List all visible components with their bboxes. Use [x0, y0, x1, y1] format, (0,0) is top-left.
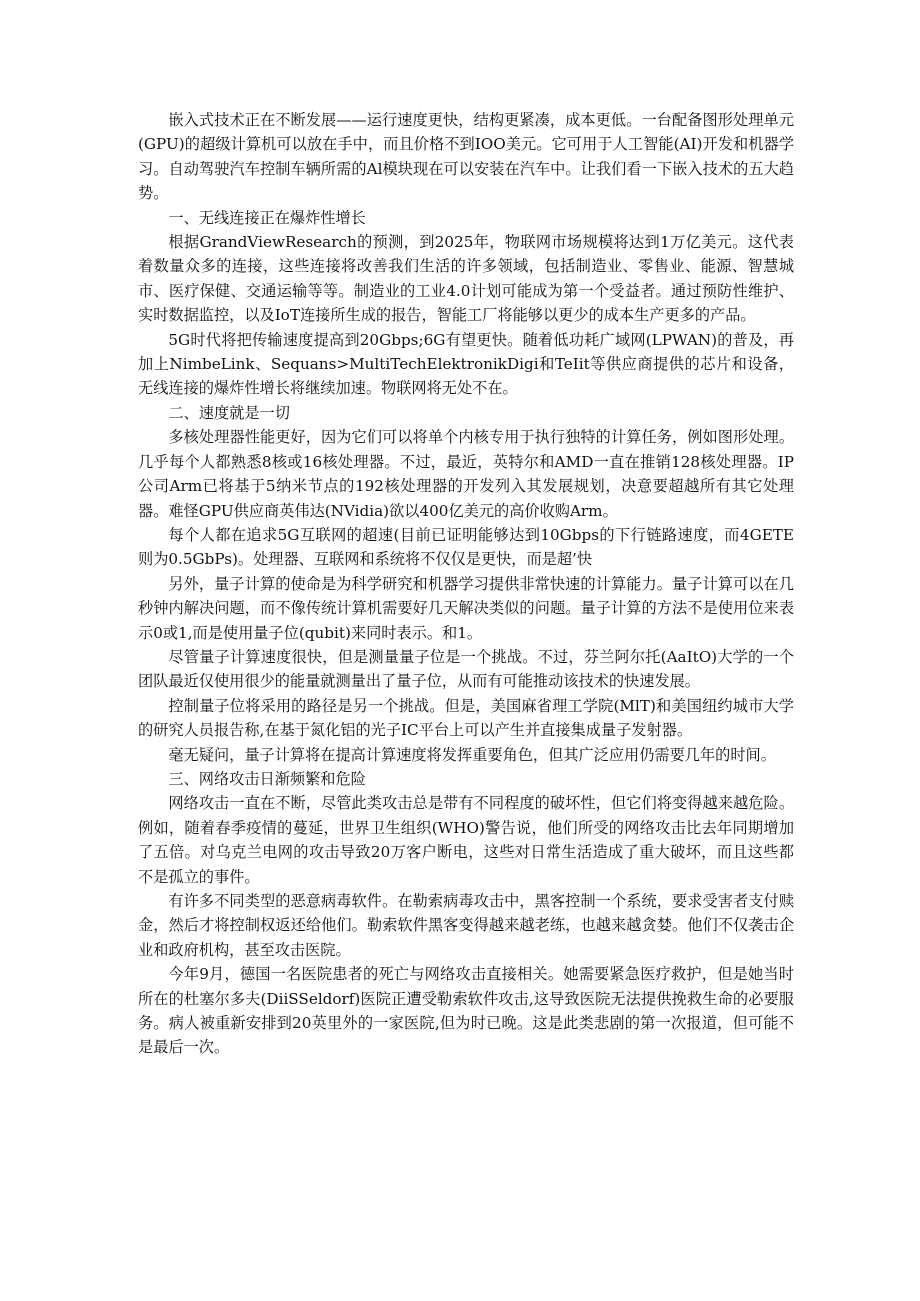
paragraph: 控制量子位将采用的路径是另一个挑战。但是，美国麻省理工学院(MlT)和美国纽约城市大学的研究人员报告称,在基于氮化铝的光子IC平台上可以产生并直接集成量子发射器。 — [138, 696, 794, 740]
paragraph: 5G时代将把传输速度提高到20Gbps;6G有望更快。随着低功耗广域网(LPWAN)的普及，再加上NimbeLink、Sequans>MultiTechElektronikDigi和TeIit等供应商提供的芯片和设备，无线连接的爆炸性增长将继续加速。物联网将无处不在。 — [138, 330, 794, 398]
paragraph: 有许多不同类型的恶意病毒软件。在勒索病毒攻击中，黑客控制一个系统，要求受害者支付赎金，然后才将控制权返还给他们。勒索软件黑客变得越来越老练，也越来越贪婪。他们不仅袭击企业和政府机构，甚至攻击医院。 — [138, 892, 794, 959]
document-body — [138, 108, 794, 1060]
paragraph: 毫无疑问，量子计算将在提高计算速度将发挥重要角色，但其广泛应用仍需要几年的时间。 — [168, 745, 776, 764]
intro-paragraph: 嵌入式技术正在不断发展——运行速度更快，结构更紧凑，成本更低。一台配备图形处理单元(GPU)的超级计算机可以放在手中，而且价格不到IOO美元。它可用于人工智能(AI)开发和机器学习。自动驾驶汽车控制车辆所需的Al模块现在可以安装在汽车中。让我们看一下嵌入技术的五大趋势。 — [138, 111, 794, 203]
section-heading-1: 一、无线连接正在爆炸性增长 — [168, 208, 366, 227]
paragraph: 网络攻击一直在不断，尽管此类攻击总是带有不同程度的破坏性，但它们将变得越来越危险。例如，随着春季疫情的蔓延，世界卫生组织(WHO)警告说，他们所受的网络攻击比去年同期增加了五倍。对乌克兰电网的攻击导致20万客户断电，这些对日常生活造成了重大破坏，而且这些都不是孤立的事件。 — [138, 794, 794, 886]
paragraph: 根据GrandViewResearch的预测，到2025年，物联网市场规模将达到1万亿美元。这代表着数量众多的连接，这些连接将改善我们生活的许多领域，包括制造业、零售业、能源、智慧城市、医疗保健、交通运输等等。制造业的工业4.0计划可能成为第一个受益者。通过预防性维护、实时数据监控，以及IoT连接所生成的报告，智能工厂将能够以更少的成本生产更多的产品。 — [138, 233, 794, 325]
section-heading-2: 二、速度就是一切 — [168, 403, 290, 422]
paragraph: 每个人都在追求5G互联网的超速(目前已证明能够达到10Gbps的下行链路速度，而4GETE则为0.5GbPs)。处理器、互联网和系统将不仅仅是更快，而是超’快 — [138, 525, 794, 569]
paragraph: 尽管量子计算速度很快，但是测量量子位是一个挑战。不过，芬兰阿尔托(AaItO)大学的一个团队最近仅使用很少的能量就测量出了量子位，从而有可能推动该技术的快速发展。 — [138, 647, 794, 691]
section-heading-3: 三、网络攻击日渐频繁和危险 — [168, 769, 366, 788]
paragraph: 另外，量子计算的使命是为科学研究和机器学习提供非常快速的计算能力。量子计算可以在几秒钟内解决问题，而不像传统计算机需要好几天解决类似的问题。量子计算的方法不是使用位来表示0或1,而是使用量子位(qubit)来同时表示。和1。 — [138, 574, 794, 642]
paragraph: 多核处理器性能更好，因为它们可以将单个内核专用于执行独特的计算任务，例如图形处理。几乎每个人都熟悉8核或16核处理器。不过，最近，英特尔和AMD一直在推销128核处理器。IP公司Arm已将基于5纳米节点的192核处理器的开发列入其发展规划，决意要超越所有其它处理器。难怪GPU供应商英伟达(NVidia)欲以400亿美元的高价收购Arm。 — [138, 428, 794, 520]
paragraph: 今年9月，德国一名医院患者的死亡与网络攻击直接相关。她需要紧急医疗救护，但是她当时所在的杜塞尔多夫(DiiSSeldorf)医院正遭受勒索软件攻击,这导致医院无法提供挽救生命的必要服务。病人被重新安排到20英里外的一家医院,但为时已晚。这是此类悲剧的第一次报道，但可能不是最后一次。 — [138, 965, 794, 1057]
